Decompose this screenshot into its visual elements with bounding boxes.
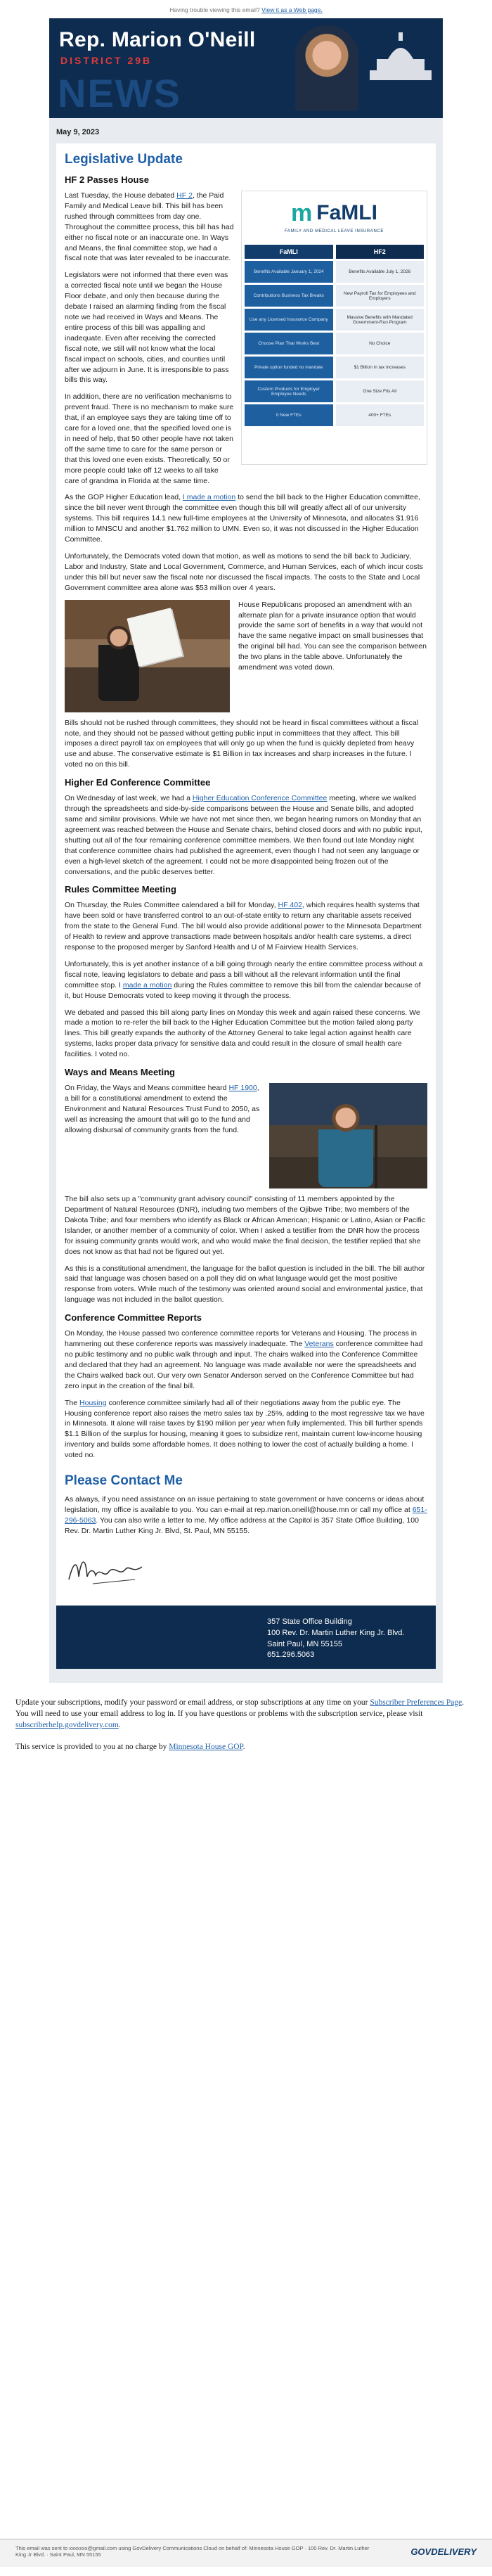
famli-comparison-table (241, 191, 427, 465)
rules-paragraph (65, 959, 427, 1001)
representative-portrait (295, 25, 358, 111)
text-span: . You will need to use your email address to log in. If you have questions or problems with the subscription service, please visit (15, 1698, 465, 1718)
hf2-row: New Payroll Tax for Employees and Employers (336, 285, 425, 307)
subscriber-help-link[interactable]: subscriberhelp.govdelivery.com (15, 1721, 119, 1730)
conference-heading: Conference Committee Reports (65, 1312, 202, 1324)
ways-means-paragraph: As this is a constitutional amendment, the language for the ballot question is included in the bill. The bill author said that language was chosen based on a poll they did on what language would get the most positive response from voters. While much of the testimony was oriented around social and environmental justice, that language was not included in the ballot question. (65, 1264, 425, 1305)
famli-columns (242, 245, 427, 426)
district-label: DISTRICT 29B (60, 55, 153, 66)
hf2-paragraph: In addition, there are no verification mechanisms to prevent fraud. There is no mechanism to make sure that, if an employee says they are taking time off to care for a loved one, that the specified loved one is in need of help, that 50 other people have not taken off the same time to care for the same person or that this loved one even exists. Theoretically, 50 or more people could take off 12 weeks to all take care of grandma in Florida at the same time. (65, 392, 234, 485)
newsletter-header (49, 18, 443, 118)
text-span: during the Rules committee to remove this bill from the calendar because of it, but House Democrats voted to keep moving it through the process. (65, 980, 421, 1000)
text-span: As always, if you need assistance on an issue pertaining to state government or have concerns or ideas about legislation, my office is available to you. You can e-mail at rep.marion.oneill@house.mn or call my office at (65, 1495, 425, 1514)
hf2-paragraph: Legislators were not informed that there even was a corrected fiscal note until we began the House Floor debate, and only then because during the debate I raised an alarming finding from the fiscal note we had received in Ways and Means. The entire process of this bill was appalling and inadequate. Even after receiving the corrected fiscal note, we still will not know what the local fiscal impact on schools, cities, and counties until after we adjourn in June. It is irresponsible to pass bills this way. (65, 271, 229, 385)
subscription-text (15, 1697, 477, 1731)
hf2-paragraph (65, 492, 427, 545)
subscription-footer (0, 1683, 492, 1752)
conference-paragraph (65, 1328, 427, 1391)
hf2-heading: HF 2 Passes House (65, 174, 149, 185)
higher-ed-conference-link[interactable]: Higher Education Conference Committee (192, 794, 328, 803)
hf402-link[interactable]: HF 402 (278, 901, 302, 910)
text-span: Last Tuesday, the House debated (65, 191, 177, 200)
famli-column-header: FaMLI (245, 245, 333, 259)
view-as-webpage-link[interactable]: View it as a Web page. (261, 6, 323, 13)
floor-debate-photo (65, 600, 230, 712)
text-span: , which requires health systems that have been sold or have transferred control to an out-of-state entity to return any charitable assets received from the state to the General Fund. The bill would also provide additional power to the Minnesota Department of Health to review and approve transactions made between hospitals and/or health care systems, a direct response to the proposed merger by Sanford Health and U of M Fairview Health Services. (65, 901, 422, 952)
text-span: to send the bill back to the Higher Education committee, since the bill never went through the committee even though this bill will greatly affect all of our university systems. This bill requires 14.1 new full-time employees at the University of Minnesota, and allocates $1.916 million to MNSCU and another $1.762 million to UMN. Even so, it was not discussed in the Higher Education Committee. (65, 493, 420, 544)
famli-row: Custom Products for Employer Employee Needs (245, 380, 333, 402)
rules-paragraph: We debated and passed this bill along party lines on Monday this week and again raised these concerns. We made a motion to re-refer the bill back to the Higher Education Committee but the motion failed along party lines. This bill greatly expands the authority of the Attorney General to take legal action against health care systems, lacks proper data privacy for sensitive data and could result in the closure of small health care facilities. I voted no. (65, 1008, 420, 1059)
trouble-viewing-text: Having trouble viewing this email? (169, 6, 260, 13)
news-label: NEWS (58, 71, 181, 115)
famli-row: 0 New FTEs (245, 404, 333, 426)
house-gop-link[interactable]: Minnesota House GOP (169, 1742, 243, 1751)
hf2-row: Massive Benefits with Mandated Government-Run Program (336, 309, 425, 331)
hf2-row: 400+ FTEs (336, 404, 425, 426)
text-span: , a bill for a constitutional amendment to extend the Environment and Natural Resources Trust Fund to 2050, as well as increasing the amount that will go to the fund and allowing disbursal of community grants from the fund. (65, 1084, 260, 1134)
content-area (49, 118, 443, 1683)
famli-logo-mark: m (291, 199, 313, 226)
article-card (56, 143, 436, 1606)
higher-ed-paragraph (65, 793, 427, 877)
higher-ed-heading: Higher Ed Conference Committee (65, 777, 211, 788)
text-span: As the GOP Higher Education lead, (65, 493, 183, 502)
hf2-link[interactable]: HF 2 (176, 191, 193, 200)
issue-date: May 9, 2023 (56, 128, 100, 136)
govdelivery-logo[interactable]: GOVDELIVERY (410, 2546, 477, 2557)
veterans-link[interactable]: Veterans (304, 1340, 334, 1349)
sent-to-text: This email was sent to xxxxxxx@gmail.com using GovDelivery Communications Cloud on behalf of: Minnesota House GOP · 100 Rev. Dr. Martin Luther King Jr Blvd. · Saint Paul, MN 55155 (15, 2545, 370, 2558)
representative-name: Rep. Marion O'Neill (59, 28, 256, 51)
address-line: Saint Paul, MN 55155 (267, 1639, 343, 1648)
rules-heading: Rules Committee Meeting (65, 884, 176, 895)
famli-row: Contributions Business Tax Breaks (245, 285, 333, 307)
famli-column (245, 245, 333, 426)
office-address-bar (56, 1606, 436, 1669)
rules-paragraph (65, 900, 427, 953)
famli-logo-text: FaMLI (316, 201, 377, 224)
famli-row: Choose Plan That Works Best (245, 333, 333, 354)
text-span: Update your subscriptions, modify your password or email address, or stop subscriptions at any time on your (15, 1698, 370, 1707)
hf2-row: No Choice (336, 333, 425, 354)
text-span: conference committee similarly had all of their negotiations away from the public eye. The Housing conference report also raises the metro sales tax by .25%, adding to the most regressive tax we have in Minnesota. It alone will raise taxes by $190 million per year when fully implemented. This bill further spends $1.1 Billion of the surplus for housing, meaning it goes to subsidize rent, maintain current low-income housing inventory and builds some affordable homes. It does nothing to lower the cost of actually building a home. I voted no. (65, 1398, 425, 1460)
office-phone: 651.296.5063 (267, 1651, 315, 1660)
text-span: The (65, 1398, 80, 1407)
text-span: meeting, where we walked through the spreadsheets and side-by-side comparisons between the House and Senate bills, and adopted same and similar provisions. While we have not met since then, we began hearing rumors on Monday that an agreement was reached between the House and Senate chairs, behind closed doors and with no public input, shutting out all of the four remaining conference committee members. We then found out late Monday night that conference committee chairs had published the agreement, even though I had not seen any language or even a high-level sketch of the agreement. I could not be more disappointed being frozen out of the conversations, and the public deserves better. (65, 794, 422, 876)
hf2-column-header: HF2 (336, 245, 425, 259)
famli-row: Private option funded no mandate (245, 357, 333, 378)
famli-row: Use any Licensed Insurance Company (245, 309, 333, 331)
hf2-row: Benefits Available July 1, 2026 (336, 261, 425, 283)
subscriber-preferences-link[interactable]: Subscriber Preferences Page (370, 1698, 462, 1707)
text-span: Unfortunately, this is yet another instance of a bill going through nearly the entire committee process without a fiscal note, leaving legislators to debate and pass a bill without all the relevant information until the final committee stop. I (65, 959, 423, 989)
ways-means-heading: Ways and Means Meeting (65, 1067, 175, 1078)
text-span: On Thursday, the Rules Committee calendared a bill for Monday, (65, 901, 278, 910)
hf2-row: $1 Billion in tax increases (336, 357, 425, 378)
capitol-icon (367, 30, 434, 83)
hf1900-link[interactable]: HF 1900 (228, 1084, 257, 1093)
contact-heading: Please Contact Me (65, 1473, 183, 1489)
hf2-column (336, 245, 425, 426)
address-line: 357 State Office Building (267, 1617, 352, 1626)
famli-row: Benefits Available January 1, 2024 (245, 261, 333, 283)
hf2-row: One Size Fits All (336, 380, 425, 402)
govdelivery-bar (0, 2539, 492, 2567)
rules-motion-link[interactable]: made a motion (122, 980, 172, 989)
text-span: . You can also write a letter to me. My office address at the Capitol is 357 State Office Building, 100 Rev. Dr. Martin Luther King Jr. Blvd, St. Paul, MN 55155. (65, 1516, 419, 1535)
legislative-update-heading: Legislative Update (65, 152, 183, 167)
photo-person (318, 1103, 373, 1187)
text-span: . (118, 1721, 121, 1730)
text-span: On Monday, the House passed two conference committee reports for Veterans and Housing. The process in hammering out these conference reports was massively inadequate. The (65, 1329, 417, 1349)
famli-logo (242, 191, 427, 235)
newsletter (49, 18, 443, 1683)
chamber-photo (269, 1083, 427, 1188)
phone-link[interactable]: 651-296-5063 (65, 1505, 427, 1525)
microphone-icon (375, 1125, 377, 1188)
hf2-paragraph: House Republicans proposed an amendment with an alternate plan for a private insurance option that would provide the same sort of benefits in a way that would not have the same negative impact on small businesses that the original bill had. You can see the comparison between the two plans in the table above. Unfortunately the amendment was voted down. (238, 600, 427, 672)
text-span: conference committee had no public testimony and no public walk through and input. The chairs walked into the Conference Committee and declared that they had an agreement. No language was made available nor were the spreadsheets and the Chairs walked back out. Our very own Senator Anderson served on the Conference Committee but had zero input in the creation of the final bill. (65, 1340, 423, 1390)
text-span: . (242, 1742, 245, 1751)
conference-paragraph (65, 1398, 427, 1461)
text-span: On Wednesday of last week, we had a (65, 794, 193, 803)
text-span: , the Paid Family and Medical Leave bill. This bill has been rushed through committees from day one. Throughout the committee process, this bill has had either no fiscal note or an inaccurate one. In Ways and Means, the final committee stop, we had a fiscal note that was later revealed to be inaccurate. (65, 191, 234, 263)
hf2-paragraph: Unfortunately, the Democrats voted down that motion, as well as motions to send the bill back to Judiciary, Labor and Industry, State and Local Government, Commerce, and Human Services, each of which incur costs under this bill but never saw the fiscal note nor discussed the fiscal impacts. The costs to the State and Local Government committee area alone was $53 million over 4 years. (65, 552, 423, 592)
address-line: 100 Rev. Dr. Martin Luther King Jr. Blvd. (267, 1628, 405, 1637)
housing-link[interactable]: Housing (79, 1398, 107, 1407)
text-span: On Friday, the Ways and Means committee heard (65, 1084, 229, 1093)
signature-icon (65, 1549, 149, 1591)
hf2-paragraph: Bills should not be rushed through committees, they should not be heard in fiscal committees without a fiscal note, and they should not be passed without getting public input in committees that they affect. This bill imposes a direct payroll tax on employees that will only go up when the fund is quickly depleted from heavy use and abuse. The conservative estimate is $1 Billion in tax increases and sharp increases in the future. I voted no on this bill. (65, 718, 419, 769)
text-span: This service is provided to you at no charge by (15, 1742, 169, 1751)
view-online-note (0, 0, 492, 18)
service-text (15, 1741, 477, 1752)
contact-paragraph (65, 1494, 427, 1537)
ways-means-paragraph: The bill also sets up a "community grant advisory council" consisting of 11 members appointed by the Department of Natural Resources (DNR), including two members of the Ojibwe Tribe; two members of the Dakota Tribe; and four members who identify as Black or African American; Hispanic or Latino, Asian or Pacific Islander, or another member of a community of color. When I asked a testifier from the DNR how the process for issuing community grants would work, and who would make the final decision, the testifier replied that she does not know as that had not be figured out yet. (65, 1195, 425, 1256)
motion-video-link[interactable]: I made a motion (182, 493, 236, 502)
famli-subtitle: FAMILY AND MEDICAL LEAVE INSURANCE (285, 229, 384, 233)
